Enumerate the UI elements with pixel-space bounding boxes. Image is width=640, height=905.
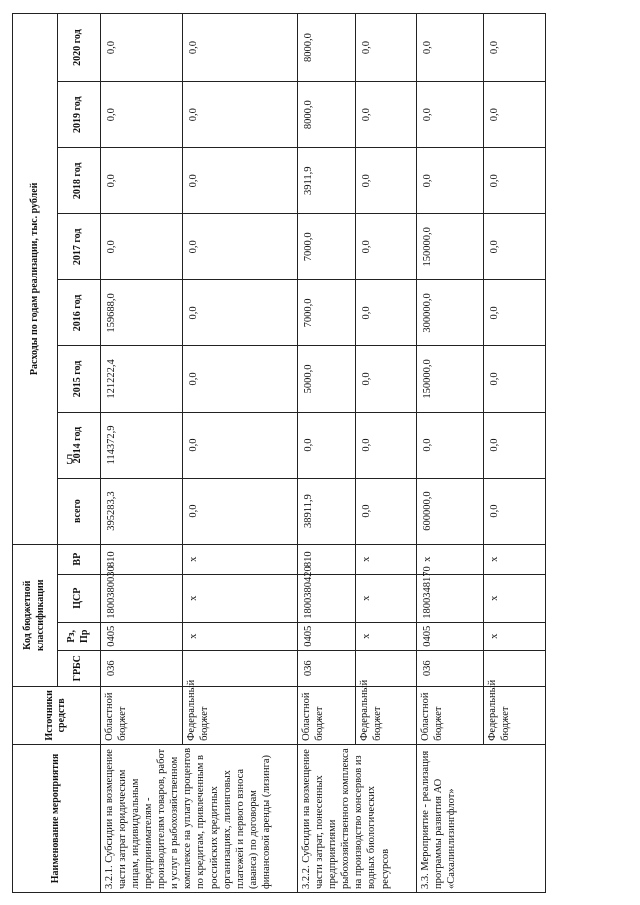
year-value: 0,0	[416, 14, 483, 82]
year-value: 0,0	[182, 148, 297, 214]
year-value: 0,0	[484, 148, 546, 214]
rzpr-code: 0405	[416, 622, 483, 650]
year-value: 0,0	[182, 280, 297, 346]
total-value: 0,0	[484, 478, 546, 544]
year-value: 0,0	[356, 280, 417, 346]
year-value: 0,0	[416, 82, 483, 148]
year-value: 0,0	[100, 82, 182, 148]
vr-code: x	[356, 544, 417, 574]
year-value: 0,0	[182, 82, 297, 148]
funding-source: Областной бюджет	[100, 686, 182, 744]
total-value: 0,0	[182, 478, 297, 544]
vr-code: 810	[100, 544, 182, 574]
year-value: 0,0	[484, 280, 546, 346]
funding-source: Федеральный бюджет	[182, 686, 297, 744]
header-year: 2014 год	[57, 412, 100, 478]
table-row	[100, 14, 182, 893]
year-value: 0,0	[182, 346, 297, 412]
year-value: 8000,0	[297, 82, 355, 148]
year-value: 0,0	[356, 82, 417, 148]
year-value: 0,0	[100, 14, 182, 82]
header-source: Источники средств	[13, 686, 101, 744]
year-value: 150000,0	[416, 346, 483, 412]
funding-source: Областной бюджет	[297, 686, 355, 744]
year-value: 0,0	[182, 214, 297, 280]
year-value: 0,0	[484, 346, 546, 412]
year-value: 0,0	[356, 346, 417, 412]
funding-source: Федеральный бюджет	[484, 686, 546, 744]
year-value: 5000,0	[297, 346, 355, 412]
year-value: 0,0	[182, 412, 297, 478]
grbs-code: 036	[297, 650, 355, 686]
year-value: 0,0	[416, 148, 483, 214]
csr-code: 1800348170	[416, 574, 483, 622]
year-value: 8000,0	[297, 14, 355, 82]
year-value: 0,0	[416, 412, 483, 478]
year-value: 0,0	[356, 148, 417, 214]
header-expenses: Расходы по годам реализации, тыс. рублей	[13, 14, 58, 545]
grbs-code	[182, 650, 297, 686]
year-value: 3911,9	[297, 148, 355, 214]
header-csr: ЦСР	[57, 574, 100, 622]
header-year: 2017 год	[57, 214, 100, 280]
activity-name: 3.2.1. Субсидии на возмещение части затрат юридическим лицам, индивидуальным предпринимателям - производителям товаров, работ и услуг в рыбохозяйственном комплексе на уплату процентов по кредитам, привлеченным в российских кредитных организациях, лизинговых платежей и первого взноса (аванса) по договорам финансовой аренды (лизинга)	[100, 744, 297, 892]
csr-code: 1800380030	[100, 574, 182, 622]
funding-source: Федеральный бюджет	[356, 686, 417, 744]
year-value: 121222,4	[100, 346, 182, 412]
grbs-code: 036	[100, 650, 182, 686]
year-value: 0,0	[356, 214, 417, 280]
vr-code: x	[182, 544, 297, 574]
year-value: 0,0	[100, 214, 182, 280]
header-year: 2020 год	[57, 14, 100, 82]
activity-name: 3.2.2. Субсидии на возмещение части затрат, понесенных предприятиями рыбохозяйственного комплекса на производство консервов из водных биологических ресурсов	[297, 744, 416, 892]
rzpr-code: x	[356, 622, 417, 650]
vr-code: x	[416, 544, 483, 574]
rzpr-code: 0405	[100, 622, 182, 650]
rotated-table-container	[12, 13, 546, 893]
rzpr-code: 0405	[297, 622, 355, 650]
header-grbs: ГРБС	[57, 650, 100, 686]
year-value: 7000,0	[297, 214, 355, 280]
total-value: 0,0	[356, 478, 417, 544]
rzpr-code: x	[182, 622, 297, 650]
csr-code: x	[182, 574, 297, 622]
header-rzpr: Рз, Пр	[57, 622, 100, 650]
year-value: 7000,0	[297, 280, 355, 346]
year-value: 159688,0	[100, 280, 182, 346]
budget-table	[12, 13, 546, 893]
year-value: 0,0	[484, 82, 546, 148]
header-year: 2015 год	[57, 346, 100, 412]
csr-code: 1800380420	[297, 574, 355, 622]
total-value: 38911,9	[297, 478, 355, 544]
header-year: 2016 год	[57, 280, 100, 346]
year-value: 0,0	[100, 148, 182, 214]
total-value: 600000,0	[416, 478, 483, 544]
table-row	[297, 14, 355, 893]
vr-code: x	[484, 544, 546, 574]
header-vr: ВР	[57, 544, 100, 574]
total-value: 395283,3	[100, 478, 182, 544]
year-value: 300000,0	[416, 280, 483, 346]
table-row	[416, 14, 483, 893]
page-number: 5	[66, 452, 74, 468]
year-value: 150000,0	[416, 214, 483, 280]
year-value: 0,0	[356, 412, 417, 478]
grbs-code: 036	[416, 650, 483, 686]
header-year: 2018 год	[57, 148, 100, 214]
vr-code: 810	[297, 544, 355, 574]
header-budget-code: Код бюджетной классификации	[13, 544, 58, 686]
rzpr-code: x	[484, 622, 546, 650]
year-value: 0,0	[182, 14, 297, 82]
csr-code: x	[356, 574, 417, 622]
activity-name: 3.3. Мероприятие - реализация программы развития АО «Сахалинлизингфлот»	[416, 744, 545, 892]
year-value: 0,0	[484, 214, 546, 280]
year-value: 114372,9	[100, 412, 182, 478]
header-total: всего	[57, 478, 100, 544]
year-value: 0,0	[297, 412, 355, 478]
header-name: Наименование мероприятия	[13, 744, 101, 892]
csr-code: x	[484, 574, 546, 622]
header-year: 2019 год	[57, 82, 100, 148]
year-value: 0,0	[356, 14, 417, 82]
year-value: 0,0	[484, 412, 546, 478]
year-value: 0,0	[484, 14, 546, 82]
funding-source: Областной бюджет	[416, 686, 483, 744]
